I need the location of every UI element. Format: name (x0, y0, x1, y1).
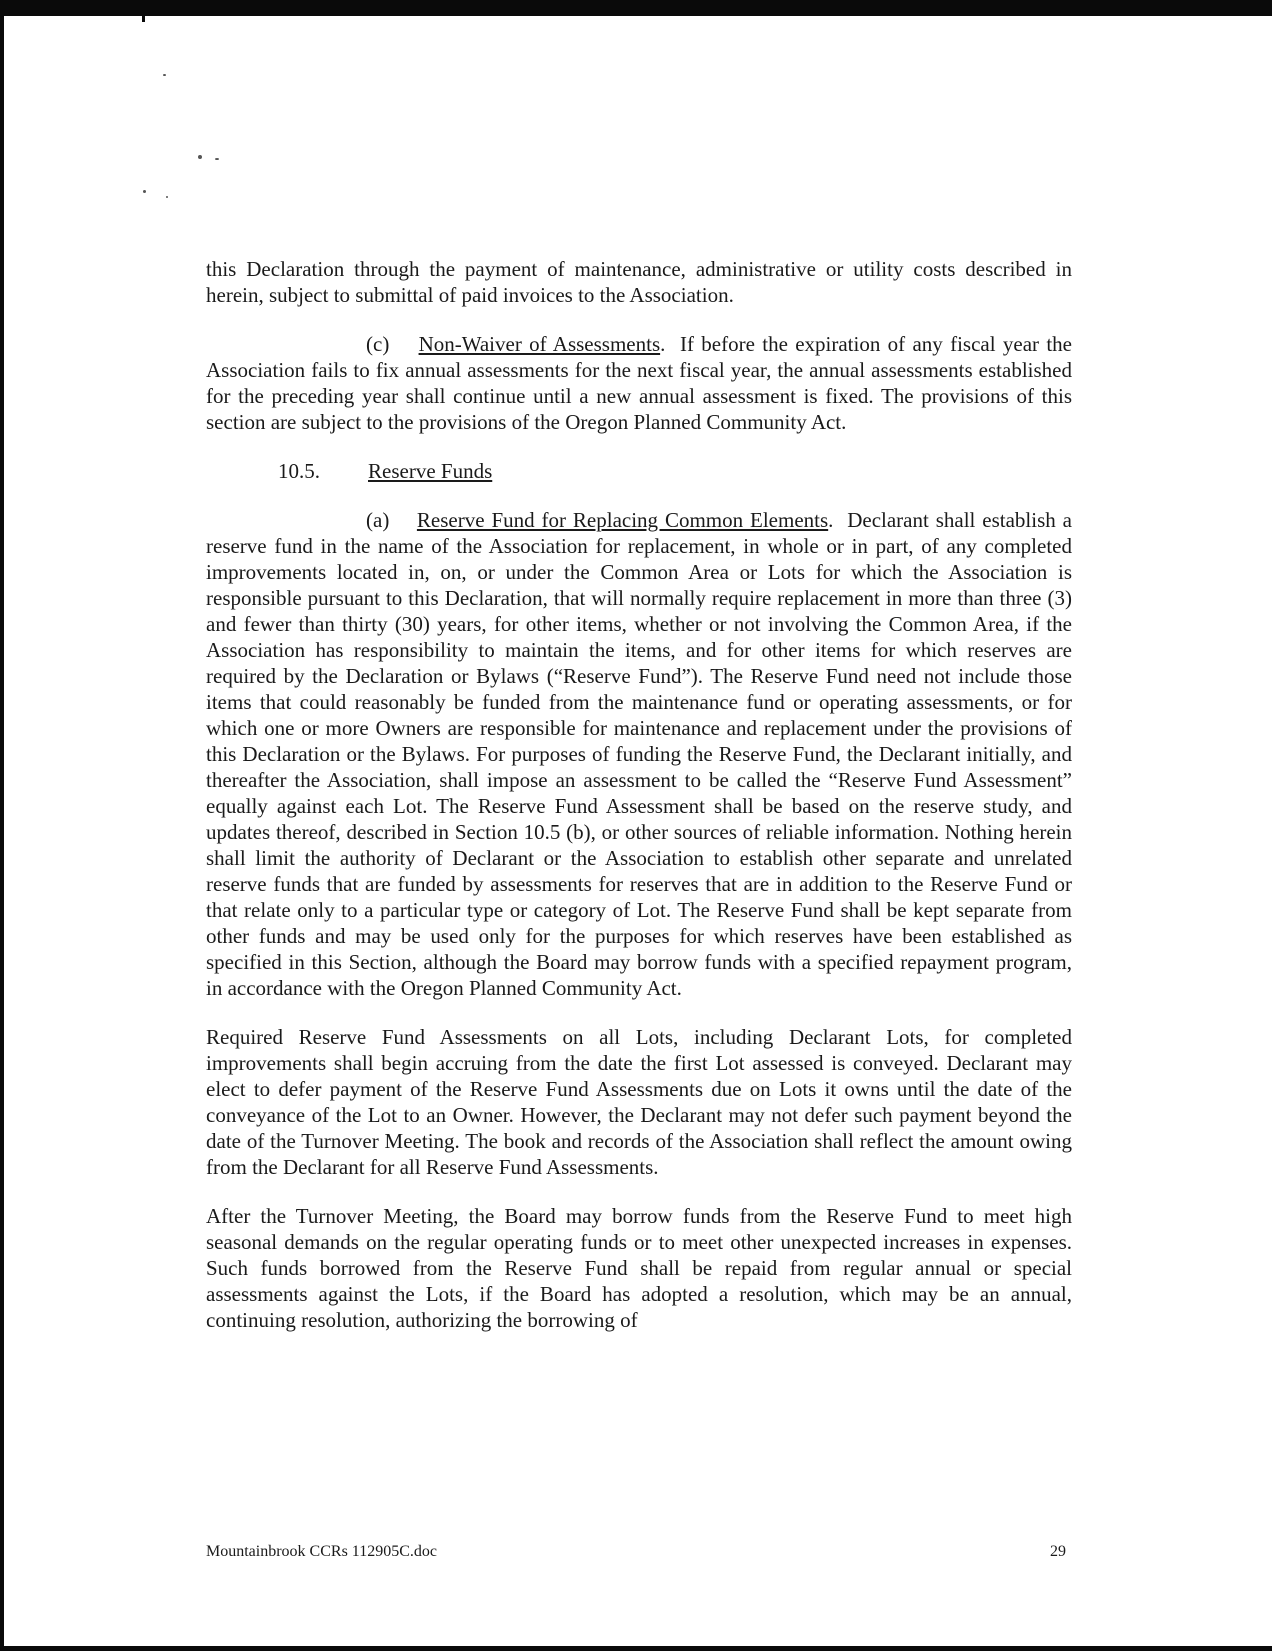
subsection-c-body: If before the expiration of any fiscal year the Association fails to fix annual assessments for the next fiscal year, the annual assessments established for the preceding year shall continue until a new annual assessment is fixed. The provisions of this section are subject to the provisions of the Oregon Planned Community Act. (206, 332, 1072, 434)
scan-speck (163, 74, 166, 76)
section-number: 10.5. (278, 459, 320, 483)
scan-left-border (0, 16, 4, 1651)
scan-speck (215, 158, 219, 160)
continuation-paragraph: this Declaration through the payment of maintenance, administrative or utility costs described in herein, subject to submittal of paid invoices to the Association. (206, 257, 1072, 307)
footer-filename: Mountainbrook CCRs 112905C.doc (206, 1543, 437, 1560)
subsection-a-heading-punct: . (828, 508, 834, 532)
subsection-a (206, 507, 1072, 1001)
subsection-a-heading: Reserve Fund for Replacing Common Elements (416, 508, 829, 532)
scan-speck (143, 190, 146, 193)
subsection-c-heading-punct: . (660, 332, 666, 356)
scan-border-notch (142, 0, 145, 22)
paragraph-required-assessments: Required Reserve Fund Assessments on all Lots, including Declarant Lots, for completed improvements shall begin accruing from the date the first Lot assessed is conveyed. Declarant may elect to defer payment of the Reserve Fund Assessments due on Lots it owns until the date of the conveyance of the Lot to an Owner. However, the Declarant may not defer such payment beyond the date of the Turnover Meeting. The book and records of the Association shall reflect the amount owing from the Declarant for all Reserve Fund Assessments. (206, 1025, 1072, 1179)
subsection-c-label: (c) (366, 332, 390, 356)
scan-speck (198, 155, 202, 159)
scan-speck (166, 196, 168, 198)
subsection-c (206, 331, 1072, 435)
subsection-a-body: Declarant shall establish a reserve fund in the name of the Association for replacement, in whole or in part, of any completed improvements located in, on, or under the Common Area or Lots for which the Association is responsible pursuant to this Declaration, that will normally require replacement in more than three (3) and fewer than thirty (30) years, for other items, whether or not involving the Common Area, if the Association has responsibility to maintain the items, and for other items for which reserves are required by the Declaration or Bylaws (“Reserve Fund”). The Reserve Fund need not include those items that could reasonably be funded from the maintenance fund or operating assessments, or for which one or more Owners are responsible for maintenance and replacement under the provisions of this Declaration or the Bylaws. For purposes of funding the Reserve Fund, the Declarant initially, and thereafter the Association, shall impose an assessment to be called the “Reserve Fund Assessment” equally against each Lot. The Reserve Fund Assessment shall be based on the reserve study, and updates thereof, described in Section 10.5 (b), or other sources of reliable information. Nothing herein shall limit the authority of Declarant or the Association to establish other separate and unrelated reserve funds that are funded by assessments for reserves that are in addition to the Reserve Fund or that relate only to a particular type or category of Lot. The Reserve Fund shall be kept separate from other funds and may be used only for the purposes for which reserves have been established as specified in this Section, although the Board may borrow funds with a specified repayment program, in accordance with the Oregon Planned Community Act. (206, 508, 1072, 1000)
section-title: Reserve Funds (368, 459, 493, 483)
document-body (206, 256, 1072, 1333)
scan-bottom-border (0, 1646, 1272, 1651)
subsection-a-label: (a) (366, 508, 390, 532)
paragraph-turnover: After the Turnover Meeting, the Board may borrow funds from the Reserve Fund to meet high seasonal demands on the regular operating funds or to meet other unexpected increases in expenses. Such funds borrowed from the Reserve Fund shall be repaid from regular annual or special assessments against the Lots, if the Board has adopted a resolution, which may be an annual, continuing resolution, authorizing the borrowing of (206, 1204, 1072, 1332)
page-number: 29 (1050, 1543, 1066, 1560)
scan-top-border (0, 0, 1272, 16)
page-footer (206, 1543, 1066, 1561)
section-heading (206, 458, 1072, 484)
subsection-c-heading: Non-Waiver of Assessments (418, 332, 661, 356)
